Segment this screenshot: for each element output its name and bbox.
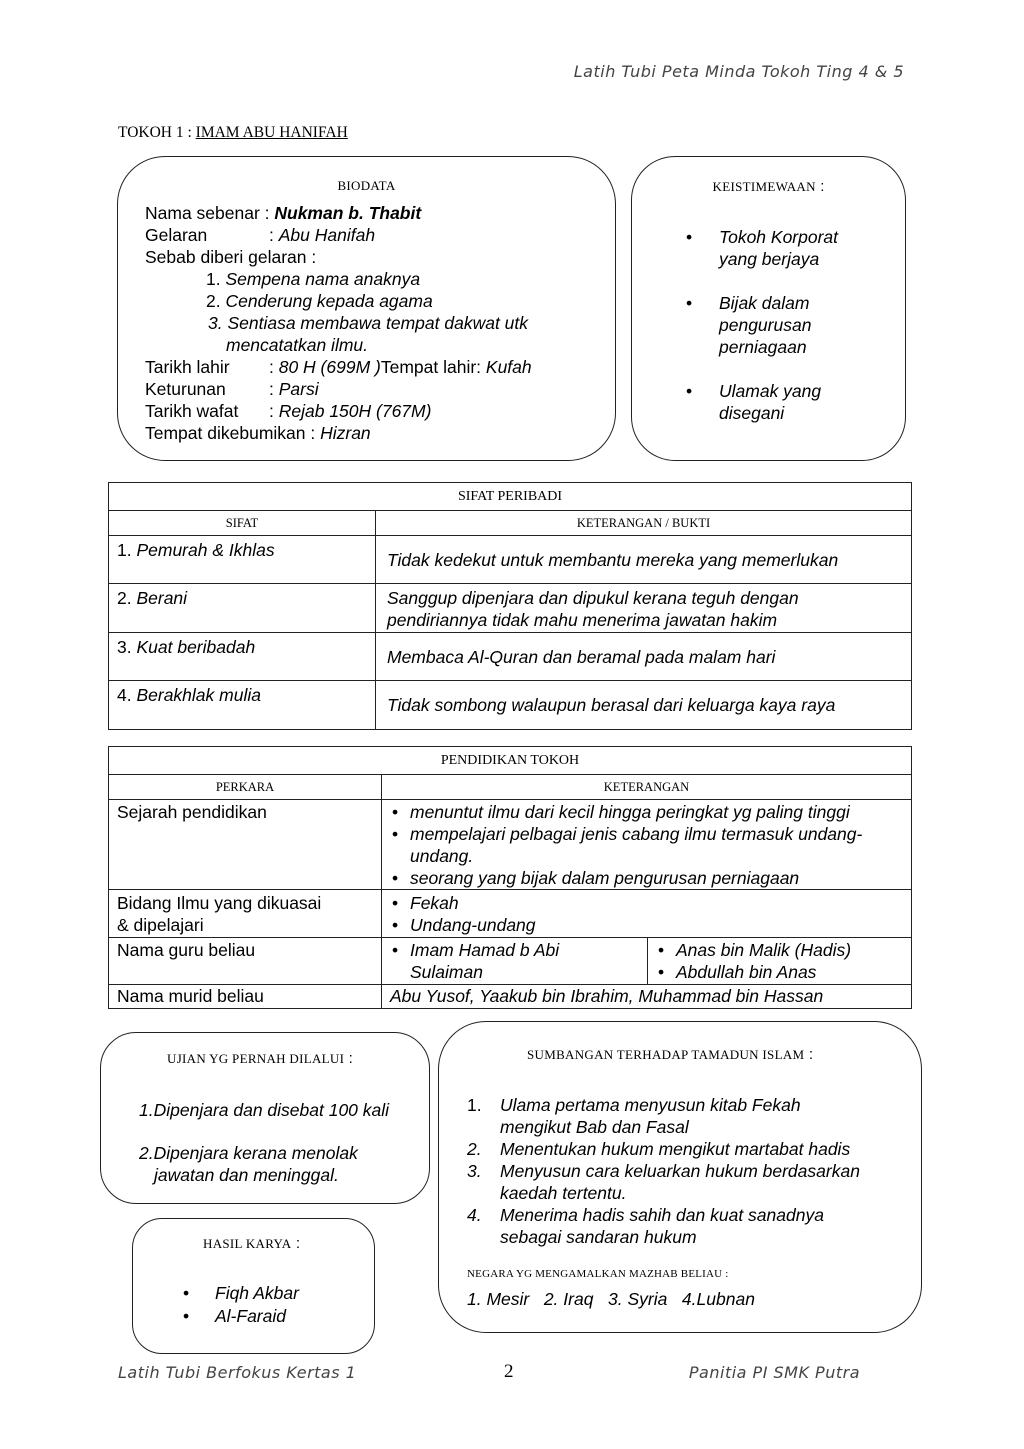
list-item: • seorang yang bijak dalam pengurusan perniagaan (410, 867, 903, 889)
perkara-col-header: PERKARA (109, 775, 382, 800)
sifat-num: 1. (117, 540, 137, 560)
wafat-sep: : (269, 401, 279, 421)
keturunan-sep: : (269, 379, 279, 399)
sifat-col-header: SIFAT (109, 511, 376, 536)
list-item: • mempelajari pelbagai jenis cabang ilmu termasuk undang- undang. (410, 823, 903, 867)
table-row (109, 985, 912, 1009)
sifat-table (108, 482, 912, 730)
sumbangan-list (467, 1094, 917, 1248)
keistimewaan-heading (632, 178, 905, 196)
list-item: 4. Menerima hadis sahih dan kuat sanadnya sebagai sandaran hukum (467, 1205, 824, 1247)
footer-left: Latih Tubi Berfokus Kertas 1 (118, 1363, 357, 1382)
list-item: • Undang-undang (410, 914, 903, 936)
sejarah-label: Sejarah pendidikan (109, 800, 382, 890)
biodata-box (117, 156, 616, 461)
list-item: • Al-Faraid (183, 1306, 286, 1326)
keturunan-value: Parsi (278, 379, 319, 399)
keturunan-label: Keturunan (145, 379, 226, 399)
item-line: Ulamak yang (719, 381, 822, 401)
bullet-icon: • (686, 293, 693, 313)
sebab-3-line1: 3. Sentiasa membawa tempat dakwat utk (208, 313, 529, 333)
ujian-list (139, 1099, 429, 1186)
negara-heading: NEGARA YG MENGAMALKAN MAZHAB BELIAU : (467, 1268, 729, 1280)
ujian-colon: : (348, 1050, 353, 1067)
sebab-num: 2. (206, 291, 226, 311)
nama-value: Nukman b. Thabit (274, 203, 422, 223)
hasil-title: HASIL KARYA (203, 1236, 292, 1251)
hasil-colon: : (295, 1235, 301, 1252)
ujian-title: UJIAN YG PERNAH DILALUI (167, 1051, 345, 1066)
pendidikan-title: PENDIDIKAN TOKOH (109, 747, 912, 775)
lahir-label: Tarikh lahir (145, 357, 230, 377)
table-row (109, 800, 912, 890)
wafat-label: Tarikh wafat (145, 401, 239, 421)
bukti-line: Membaca Al-Quran dan beramal pada malam hari (387, 647, 776, 667)
bullet-icon: • (183, 1283, 190, 1303)
list-item (686, 226, 899, 270)
ujian-heading (167, 1050, 353, 1068)
list-item (686, 380, 899, 424)
item-line: Bijak dalam (719, 293, 810, 313)
lahir-value: 80 H (699M ) (278, 357, 381, 377)
item-line: disegani (719, 403, 785, 423)
pendidikan-table (108, 746, 912, 1009)
bidang-label-line: Bidang Ilmu yang dikuasai (117, 893, 322, 913)
keistimewaan-colon: : (820, 178, 825, 195)
bullet-icon: • (183, 1306, 190, 1326)
keistimewaan-title: KEISTIMEWAAN (712, 179, 816, 194)
table-row (109, 536, 912, 584)
list-item (686, 292, 899, 358)
list-item: 3. Menyusun cara keluarkan hukum berdasarkan kaedah tertentu. (467, 1161, 860, 1203)
list-item: • menuntut ilmu dari kecil hingga peringkat yg paling tinggi (410, 801, 903, 823)
guru-label: Nama guru beliau (109, 938, 382, 985)
table-row (109, 633, 912, 681)
item-line: pengurusan (719, 315, 812, 335)
item-line: Tokoh Korporat (719, 227, 839, 247)
sejarah-list (384, 801, 903, 889)
tempat-lahir-label: Tempat lahir: (380, 357, 486, 377)
wafat-value: Rejab 150H (767M) (278, 401, 432, 421)
bullet-icon: • (686, 381, 693, 401)
bukti-line: Sanggup dipenjara dan dipukul kerana teguh dengan (387, 588, 799, 608)
keterangan-col-header: KETERANGAN / BUKTI (376, 511, 912, 536)
gelaran-value: Abu Hanifah (278, 225, 376, 245)
biodata-heading: BIODATA (337, 178, 396, 193)
title-label: TOKOH 1 : (118, 124, 196, 141)
page-title (118, 124, 348, 142)
running-header: Latih Tubi Peta Minda Tokoh Ting 4 & 5 (573, 62, 904, 81)
sifat-name: Kuat beribadah (136, 637, 256, 657)
sifat-num: 3. (117, 637, 137, 657)
tempat-lahir-value: Kufah (485, 357, 532, 377)
keistimewaan-box (631, 156, 906, 461)
sifat-name: Berani (136, 588, 188, 608)
list-item: 2.Dipenjara kerana menolak jawatan dan meninggal. (139, 1143, 358, 1185)
table-row (109, 681, 912, 730)
table-row (109, 938, 912, 985)
bullet-icon: • (686, 227, 693, 247)
item-line: perniagaan (719, 337, 807, 357)
bidang-list (384, 892, 903, 936)
bidang-label-line: & dipelajari (117, 915, 204, 935)
list-item: • Imam Hamad b Abi Sulaiman (410, 939, 639, 983)
hasil-heading (203, 1235, 300, 1253)
title-name: IMAM ABU HANIFAH (195, 124, 348, 141)
list-item: 2. Menentukan hukum mengikut martabat hadis (467, 1139, 851, 1159)
list-item: • Fiqh Akbar (183, 1283, 299, 1303)
hasil-list (183, 1282, 299, 1327)
list-item: • Anas bin Malik (Hadis) (676, 939, 903, 961)
item-line: yang berjaya (719, 249, 820, 269)
sebab-text: Cenderung kepada agama (225, 291, 433, 311)
makam-value: Hizran (320, 423, 371, 443)
murid-value: Abu Yusof, Yaakub bin Ibrahim, Muhammad bin Hassan (382, 985, 912, 1009)
list-item: 1. Ulama pertama menyusun kitab Fekah mengikut Bab dan Fasal (467, 1095, 801, 1137)
keistimewaan-list (686, 226, 899, 424)
bukti-line: Tidak kedekut untuk membantu mereka yang memerlukan (387, 550, 839, 570)
list-item: • Abdullah bin Anas (676, 961, 903, 983)
sebab-3-line2: mencatatkan ilmu. (226, 335, 369, 355)
table-row (109, 584, 912, 633)
sifat-name: Pemurah & Ikhlas (136, 540, 275, 560)
list-item: 1.Dipenjara dan disebat 100 kali (139, 1100, 390, 1120)
guru-list-a (384, 939, 639, 983)
sumbangan-title: SUMBANGAN TERHADAP TAMADUN ISLAM (527, 1047, 805, 1062)
bukti-line: Tidak sombong walaupun berasal dari keluarga kaya raya (387, 695, 836, 715)
gelaran-sep: : (269, 225, 279, 245)
sebab-num: 1. (206, 269, 226, 289)
nama-label: Nama sebenar : (145, 203, 275, 223)
sifat-num: 2. (117, 588, 137, 608)
page-number: 2 (504, 1361, 514, 1382)
guru-list-b (650, 939, 903, 983)
sifat-title: SIFAT PERIBADI (109, 483, 912, 511)
sifat-num: 4. (117, 685, 137, 705)
list-item: • Fekah (410, 892, 903, 914)
bukti-line: pendiriannya tidak mahu menerima jawatan hakim (387, 610, 778, 630)
sumbangan-colon: : (808, 1046, 813, 1063)
hasil-box (132, 1218, 375, 1354)
gelaran-label: Gelaran (145, 225, 208, 245)
lahir-sep: : (269, 357, 279, 377)
makam-label: Tempat dikebumikan : (145, 423, 321, 443)
negara-list: 1. Mesir 2. Iraq 3. Syria 4.Lubnan (467, 1289, 755, 1309)
sebab-text: Sempena nama anaknya (225, 269, 421, 289)
sumbangan-heading (527, 1046, 813, 1064)
ujian-box (100, 1032, 430, 1204)
murid-label: Nama murid beliau (109, 985, 382, 1009)
sebab-label: Sebab diberi gelaran : (145, 247, 317, 267)
sifat-name: Berakhlak mulia (136, 685, 261, 705)
keterangan-col-header: KETERANGAN (382, 775, 912, 800)
footer-right: Panitia PI SMK Putra (688, 1363, 860, 1382)
table-row (109, 890, 912, 938)
biodata-content (145, 202, 615, 444)
sumbangan-box (438, 1021, 922, 1333)
